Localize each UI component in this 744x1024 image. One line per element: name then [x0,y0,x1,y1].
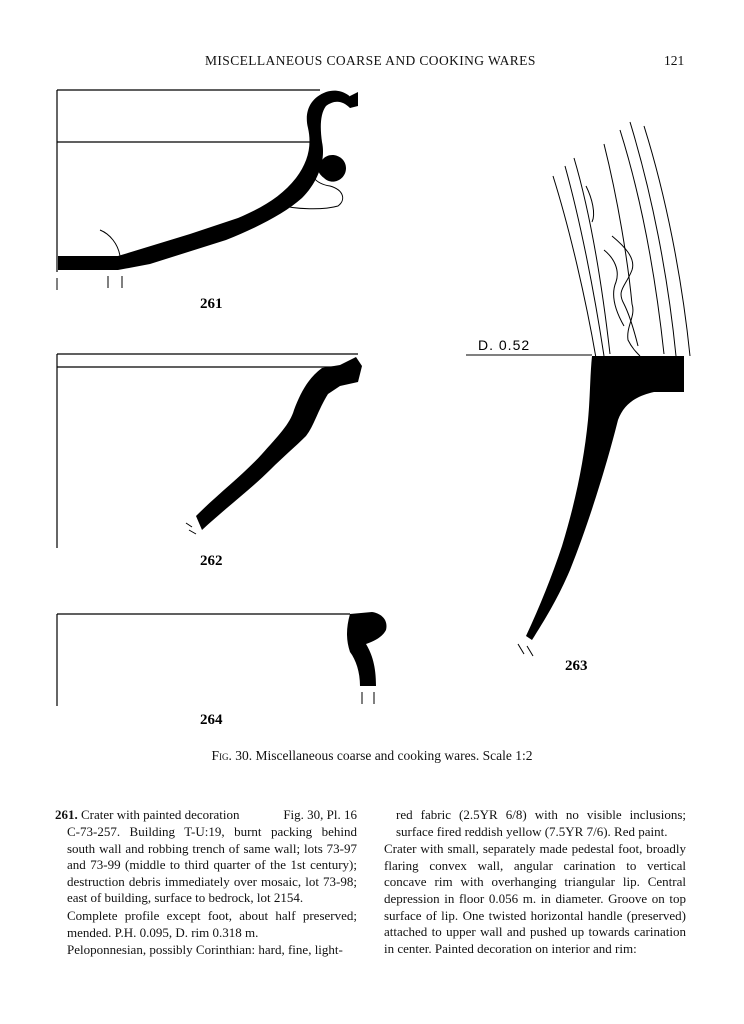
entry-heading [55,807,357,824]
figure-number-263: 263 [565,658,588,674]
profile-261 [57,90,358,290]
paragraph-description: Crater with small, separately made pedestal foot, broadly flaring convex wall, angular carination to vertical concave rim with overhanging triangular lip. Central depression in floor 0.056 m. in diameter. Groove on top surface of lip. One twisted horizontal handle (preserved) attached to upper wall and pushed up towards carination in center. Painted decoration on interior and rim: [384,841,686,956]
paragraph-fabric-continued: red fabric (2.5YR 6/8) with no visible inclusions; surface fired reddish yellow (7.5YR 7/6). Red paint. [396,807,686,839]
entry-reference: Fig. 30, Pl. 16 [283,807,357,822]
profile-262 [57,354,362,548]
paragraph-preservation: Complete profile except foot, about half preserved; mended. P.H. 0.095, D. rim 0.318 m. [67,907,357,940]
profile-263 [466,122,690,656]
paragraph-fabric: Peloponnesian, possibly Corinthian: hard, fine, light- [67,942,343,958]
figure-number-264: 264 [200,712,223,728]
caption-text: Miscellaneous coarse and cooking wares. Scale 1:2 [252,748,533,763]
figure-caption [0,748,744,764]
caption-label: Fig. 30. [211,748,253,763]
paragraph-context: C-73-257. Building T-U:19, burnt packing behind south wall and robbing trench of same wall; lots 73-97 and 73-99 (middle to third quarter of the 1st century); destruction debris immediately over mosaic, lot 73-98; east of building, surface to bedrock, lot 2154. [67,824,357,906]
figure-number-262: 262 [200,553,223,569]
entry-title: Crater with painted decoration [77,807,240,822]
profile-264 [57,612,386,706]
text-column-left [55,807,357,960]
page-number: 121 [664,53,685,68]
text-column-right [384,807,686,958]
running-title: MISCELLANEOUS COARSE AND COOKING WARES [205,53,536,68]
entry-number: 261. [55,807,78,822]
figure-number-261: 261 [200,296,223,312]
diameter-label: D. 0.52 [478,337,531,353]
